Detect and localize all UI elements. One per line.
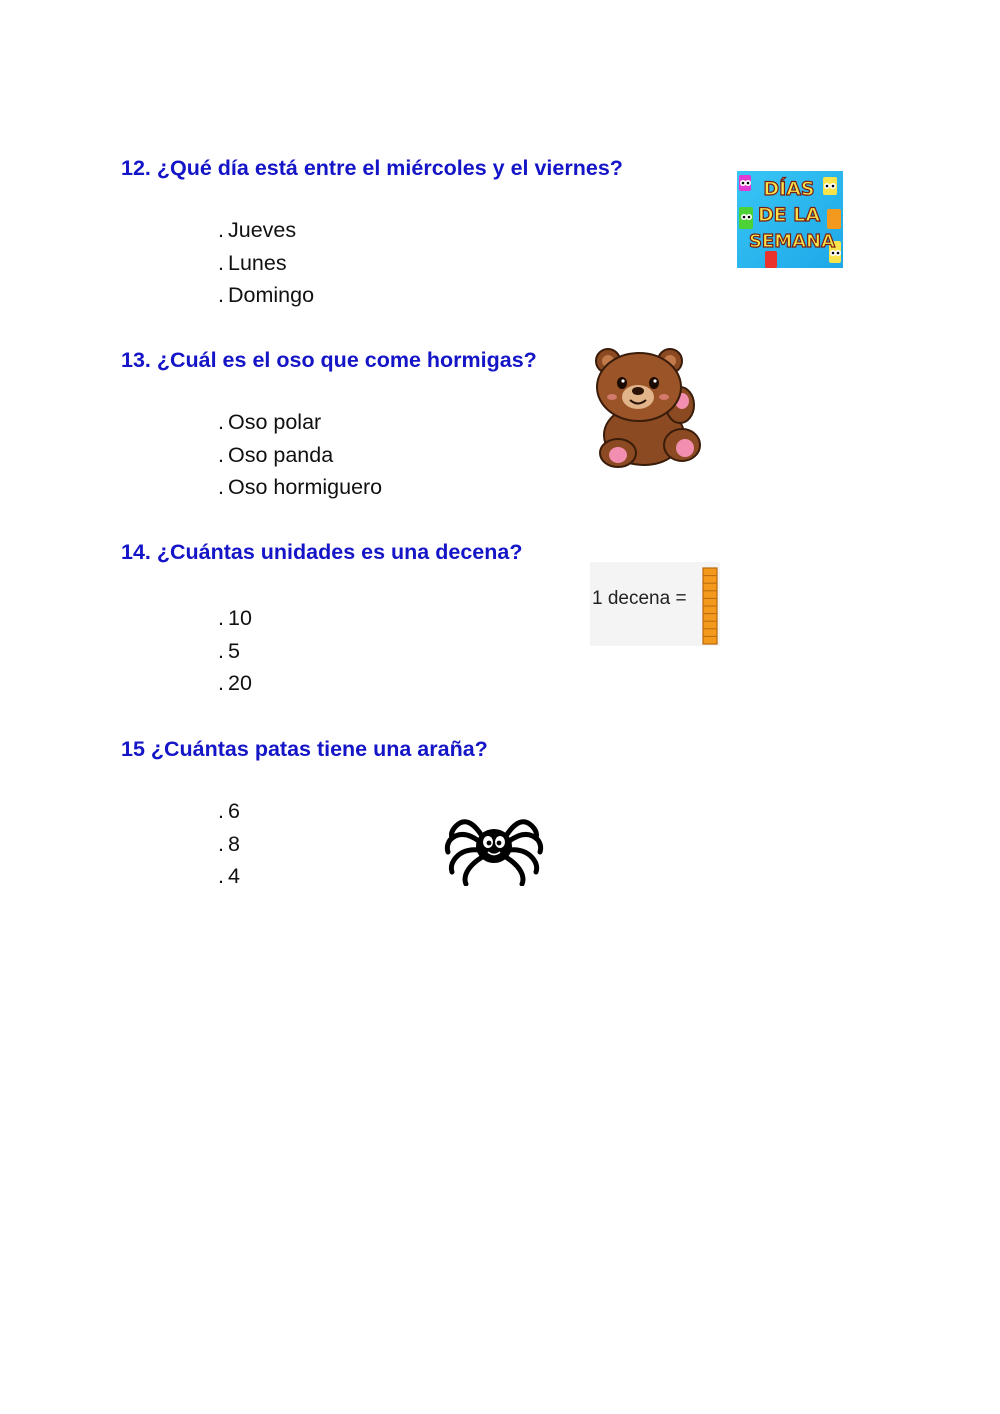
option-jueves[interactable]: . Jueves — [218, 218, 297, 242]
option-lunes[interactable]: . Lunes — [218, 250, 287, 275]
question-12-options — [218, 214, 314, 312]
option-domingo[interactable]: . Domingo — [218, 283, 315, 307]
option-20[interactable]: . 20 — [218, 671, 252, 695]
option-8[interactable]: . 8 — [218, 831, 240, 856]
svg-text:DÍAS: DÍAS — [763, 178, 815, 200]
question-14-options — [218, 602, 252, 700]
option-oso-panda[interactable]: . Oso panda — [218, 442, 334, 467]
decena-illustration — [590, 562, 720, 646]
question-14-title: 14. ¿Cuántas unidades es una decena? — [121, 540, 523, 564]
option-4[interactable]: . 4 — [218, 864, 240, 888]
question-13-options — [218, 406, 382, 504]
option-oso-hormiguero[interactable]: . Oso hormiguero — [218, 475, 383, 499]
svg-text:SEMANA: SEMANA — [748, 231, 836, 252]
option-5[interactable]: . 5 — [218, 638, 240, 663]
days-of-week-poster-icon — [737, 171, 843, 268]
decena-label: 1 decena = — [592, 588, 687, 609]
teddy-bear-icon — [588, 345, 704, 471]
ten-block-stack-icon — [702, 567, 718, 645]
option-10[interactable]: . 10 — [218, 606, 252, 630]
question-12-title: 12. ¿Qué día está entre el miércoles y el viernes? — [121, 156, 623, 180]
svg-text:DE LA: DE LA — [757, 204, 821, 226]
option-oso-polar[interactable]: . Oso polar — [218, 410, 322, 434]
spider-icon — [444, 806, 544, 886]
option-6[interactable]: . 6 — [218, 799, 240, 823]
question-15-options — [218, 795, 240, 893]
question-13-title: 13. ¿Cuál es el oso que come hormigas? — [121, 348, 537, 372]
question-15-title: 15 ¿Cuántas patas tiene una araña? — [121, 737, 488, 761]
